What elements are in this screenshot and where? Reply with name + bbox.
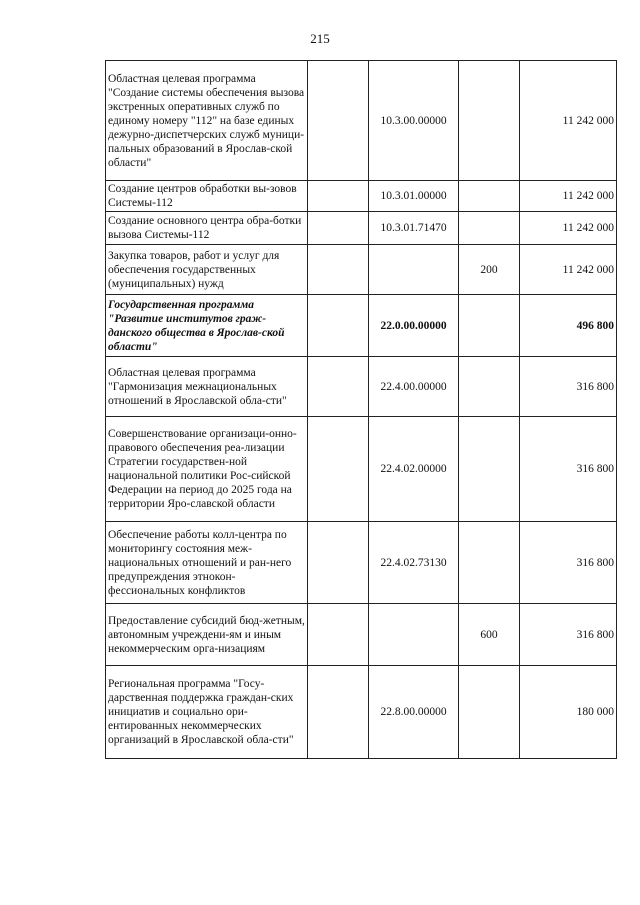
row-amount: 11 242 000: [520, 61, 617, 181]
row-expense-type: 600: [459, 604, 520, 666]
row-amount: 316 800: [520, 604, 617, 666]
table-row: [106, 61, 617, 181]
row-name: Создание центров обработки вы-зовов Системы-112: [106, 181, 308, 212]
table-row: [106, 604, 617, 666]
row-expense-type: 200: [459, 245, 520, 295]
row-code: 22.4.00.00000: [369, 357, 459, 417]
row-name: Региональная программа "Госу-дарственная поддержка граждан-ских инициатив и социально ори-ентированных некоммерческих организаций в Ярославской обла-сти": [106, 666, 308, 759]
row-expense-type: [459, 61, 520, 181]
row-code: 10.3.01.00000: [369, 181, 459, 212]
row-amount: 11 242 000: [520, 181, 617, 212]
row-name: Областная целевая программа "Гармонизация межнациональных отношений в Ярославской обла-сти": [106, 357, 308, 417]
row-blank-cell: [308, 666, 369, 759]
row-code: [369, 604, 459, 666]
row-amount: 180 000: [520, 666, 617, 759]
row-amount: 496 800: [520, 295, 617, 357]
table-row: [106, 295, 617, 357]
table-row: [106, 417, 617, 522]
row-name: Государственная программа "Развитие институтов граж-данского общества в Ярослав-ской области": [106, 295, 308, 357]
row-code: 10.3.00.00000: [369, 61, 459, 181]
row-expense-type: [459, 357, 520, 417]
row-amount: 11 242 000: [520, 245, 617, 295]
table-row: [106, 666, 617, 759]
row-name: Областная целевая программа "Создание системы обеспечения вызова экстренных оперативных служб по единому номеру "112" на базе единых дежурно-диспетчерских служб муници-пальных образований в Ярослав-ской области": [106, 61, 308, 181]
row-expense-type: [459, 181, 520, 212]
row-expense-type: [459, 522, 520, 604]
row-blank-cell: [308, 295, 369, 357]
row-name: Создание основного центра обра-ботки вызова Системы-112: [106, 212, 308, 245]
row-name: Обеспечение работы колл-центра по мониторингу состояния меж-национальных отношений и ран-него предупреждения этнокон-фессиональных конфликтов: [106, 522, 308, 604]
row-code: 10.3.01.71470: [369, 212, 459, 245]
row-expense-type: [459, 295, 520, 357]
row-name: Предоставление субсидий бюд-жетным, автономным учреждени-ям и иным некоммерческим орга-низациям: [106, 604, 308, 666]
row-expense-type: [459, 212, 520, 245]
row-blank-cell: [308, 212, 369, 245]
row-blank-cell: [308, 417, 369, 522]
row-expense-type: [459, 417, 520, 522]
row-code: 22.4.02.00000: [369, 417, 459, 522]
row-name: Совершенствование организаци-онно-правового обеспечения реа-лизации Стратегии государствен-ной национальной политики Рос-сийской Федерации на период до 2025 года на территории Яро-славской области: [106, 417, 308, 522]
row-amount: 11 242 000: [520, 212, 617, 245]
table-row: [106, 181, 617, 212]
row-expense-type: [459, 666, 520, 759]
row-code: 22.8.00.00000: [369, 666, 459, 759]
table-row: [106, 357, 617, 417]
page-number: 215: [310, 31, 330, 46]
row-blank-cell: [308, 181, 369, 212]
row-blank-cell: [308, 522, 369, 604]
table-row: [106, 212, 617, 245]
table-row: [106, 245, 617, 295]
row-code: 22.0.00.00000: [369, 295, 459, 357]
row-name: Закупка товаров, работ и услуг для обеспечения государственных (муниципальных) нужд: [106, 245, 308, 295]
row-blank-cell: [308, 61, 369, 181]
row-blank-cell: [308, 245, 369, 295]
row-blank-cell: [308, 604, 369, 666]
budget-table: [105, 60, 617, 759]
row-code: 22.4.02.73130: [369, 522, 459, 604]
row-amount: 316 800: [520, 522, 617, 604]
table-row: [106, 522, 617, 604]
row-amount: 316 800: [520, 357, 617, 417]
row-code: [369, 245, 459, 295]
row-amount: 316 800: [520, 417, 617, 522]
row-blank-cell: [308, 357, 369, 417]
